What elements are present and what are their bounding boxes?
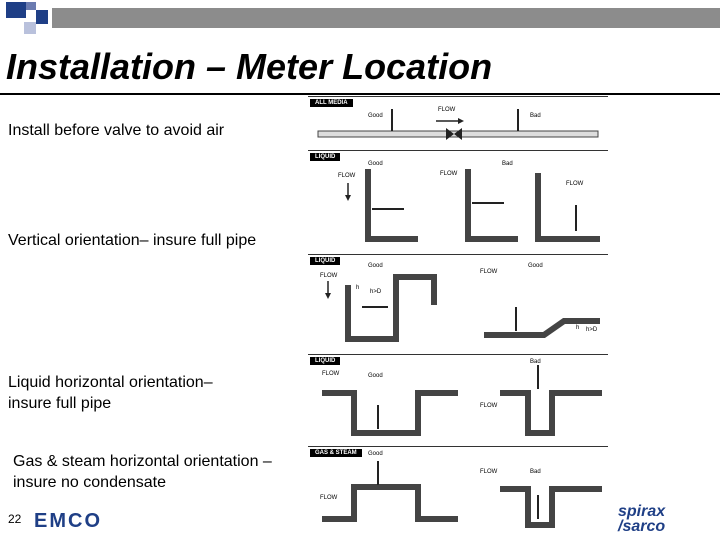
title-divider [0, 93, 720, 95]
bullet-vertical: Vertical orientation– insure full pipe [8, 232, 257, 249]
gas-steam-pipe-sketch [308, 447, 608, 531]
label-flow: FLOW [566, 181, 584, 187]
panel-tag: GAS & STEAM [310, 449, 362, 457]
spirax-logo-line: spirax [618, 503, 666, 520]
label-flow: FLOW [320, 495, 338, 501]
label-bad: Bad [502, 161, 513, 167]
label-flow: FLOW [480, 403, 498, 409]
label-flow: FLOW [322, 371, 340, 377]
bullet-air: Install before valve to avoid air [8, 122, 225, 139]
corner-square [24, 22, 36, 34]
label-flow: FLOW [438, 107, 456, 113]
slide-title: Installation – Meter Location [6, 46, 493, 87]
panel-liquid-horizontal [308, 354, 608, 445]
label-flow: FLOW [480, 269, 498, 275]
label-good: Good [368, 373, 383, 379]
corner-square [26, 2, 36, 10]
label-flow: FLOW [320, 273, 338, 279]
label-good: Good [368, 113, 383, 119]
label-h-gt-d: h>D [370, 289, 382, 295]
liquid-loop-pipe-sketch [308, 255, 608, 353]
corner-square [36, 10, 48, 24]
panel-liquid-loop [308, 254, 608, 353]
spirax-sarco-logo [618, 504, 665, 534]
all-media-pipe-sketch [308, 97, 608, 149]
panel-tag: ALL MEDIA [310, 99, 353, 107]
panel-tag: LIQUID [310, 257, 340, 265]
label-h-gt-d: h>D [586, 327, 598, 333]
page-number: 22 [8, 512, 22, 526]
label-good: Good [528, 263, 543, 269]
liquid-horizontal-pipe-sketch [308, 355, 608, 445]
label-flow: FLOW [480, 469, 498, 475]
top-bar [52, 8, 720, 28]
label-good: Good [368, 263, 383, 269]
emco-logo: EMCO [34, 510, 102, 532]
panel-gas-steam [308, 446, 608, 531]
label-bad: Bad [530, 469, 541, 475]
panel-liquid-vertical [308, 150, 608, 253]
corner-square [6, 2, 26, 18]
panel-tag: LIQUID [310, 357, 340, 365]
meter-location-diagram [308, 96, 608, 530]
bullet-liquid-horizontal: Liquid horizontal orientation– insure full pipe [8, 374, 213, 412]
panel-tag: LIQUID [310, 153, 340, 161]
label-bad: Bad [530, 359, 541, 365]
label-bad: Bad [530, 113, 541, 119]
sarco-logo-line: /sarco [618, 518, 666, 535]
panel-all-media [308, 96, 608, 149]
label-good: Good [368, 451, 383, 457]
label-flow: FLOW [440, 171, 458, 177]
label-flow: FLOW [338, 173, 356, 179]
label-h: h [576, 325, 580, 331]
liquid-vertical-pipe-sketch [308, 151, 608, 253]
bullet-gas-steam: Gas & steam horizontal orientation – insure no condensate [13, 453, 272, 491]
label-h: h [356, 285, 360, 291]
label-good: Good [368, 161, 383, 167]
